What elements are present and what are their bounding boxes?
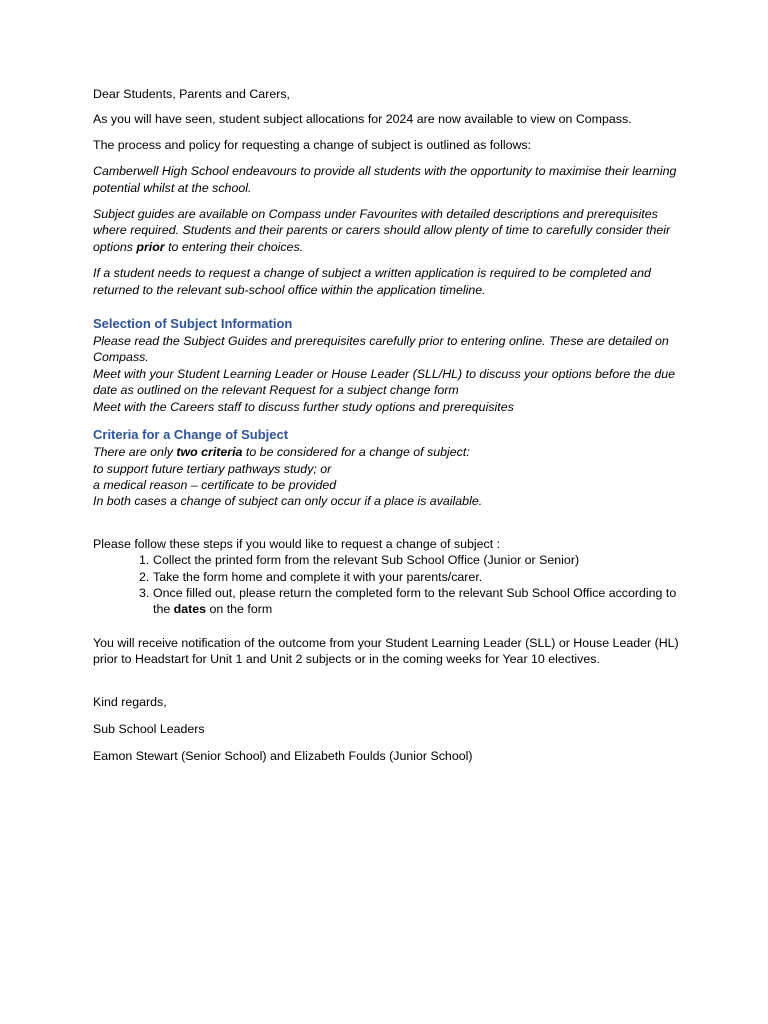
intro-paragraph: As you will have seen, student subject allocations for 2024 are now available to view on Compass. bbox=[93, 112, 632, 127]
steps-list bbox=[93, 552, 683, 618]
step-text: Take the form home and complete it with your parents/carer. bbox=[153, 569, 483, 584]
signatory-title: Sub School Leaders bbox=[93, 721, 205, 736]
policy-paragraph-3: If a student needs to request a change of subject a written application is required to be completed and returned to the relevant sub-school office within the application timeline. bbox=[93, 266, 651, 297]
criteria-line-3: a medical reason – certificate to be provided bbox=[93, 477, 337, 492]
list-item bbox=[139, 569, 683, 585]
step-number: 2. bbox=[139, 569, 150, 584]
policy-2-text-b: to entering their choices. bbox=[164, 239, 304, 254]
selection-heading: Selection of Subject Information bbox=[93, 316, 293, 332]
selection-line-1: Please read the Subject Guides and prerequisites carefully prior to entering online. These are detailed on Compass. bbox=[93, 334, 669, 365]
criteria-1-text-a: There are only bbox=[93, 445, 177, 460]
step-3-text-b: on the form bbox=[206, 602, 273, 617]
greeting: Dear Students, Parents and Carers, bbox=[93, 87, 290, 101]
step-3-bold: dates bbox=[173, 602, 207, 617]
selection-line-3: Meet with the Careers staff to discuss further study options and prerequisites bbox=[93, 399, 514, 414]
step-3-text-a: Once filled out, please return the completed form to the relevant Sub School Office according to the bbox=[153, 585, 677, 617]
letter-page bbox=[93, 86, 683, 765]
policy-paragraph-2 bbox=[93, 206, 683, 255]
policy-paragraph-1: Camberwell High School endeavours to provide all students with the opportunity to maximise their learning potential whilst at the school. bbox=[93, 164, 677, 195]
step-number: 3. bbox=[139, 585, 150, 600]
step-text: Collect the printed form from the relevant Sub School Office (Junior or Senior) bbox=[153, 553, 580, 568]
list-item bbox=[139, 552, 683, 568]
criteria-line-2: to support future tertiary pathways study; or bbox=[93, 461, 332, 476]
list-item bbox=[139, 585, 683, 618]
criteria-heading: Criteria for a Change of Subject bbox=[93, 427, 289, 443]
step-number: 1. bbox=[139, 553, 150, 568]
criteria-line-1 bbox=[93, 444, 683, 460]
policy-2-text-a: Subject guides are available on Compass under Favourites with detailed descriptions and prerequisites where required. Students and their parents or carers should allow plenty of time to carefully consider their options bbox=[93, 207, 671, 254]
process-intro: The process and policy for requesting a change of subject is outlined as follows: bbox=[93, 137, 532, 152]
steps-intro: Please follow these steps if you would like to request a change of subject : bbox=[93, 536, 501, 551]
selection-section bbox=[93, 333, 683, 415]
notification-paragraph: You will receive notification of the outcome from your Student Learning Leader (SLL) or House Leader (HL) prior to Headstart for Unit 1 and Unit 2 subjects or in the coming weeks for Year 10 electives. bbox=[93, 635, 679, 667]
criteria-1-bold: two criteria bbox=[176, 445, 243, 460]
criteria-1-text-b: to be considered for a change of subject: bbox=[242, 445, 470, 460]
criteria-line-4: In both cases a change of subject can only occur if a place is available. bbox=[93, 494, 483, 509]
step-text bbox=[153, 585, 683, 618]
selection-line-2: Meet with your Student Learning Leader or House Leader (SLL/HL) to discuss your options before the due date as outlined on the relevant Request for a subject change form bbox=[93, 366, 676, 398]
policy-2-bold: prior bbox=[136, 239, 165, 254]
signatory-names: Eamon Stewart (Senior School) and Elizabeth Foulds (Junior School) bbox=[93, 749, 473, 764]
criteria-section bbox=[93, 444, 683, 510]
regards: Kind regards, bbox=[93, 694, 167, 709]
